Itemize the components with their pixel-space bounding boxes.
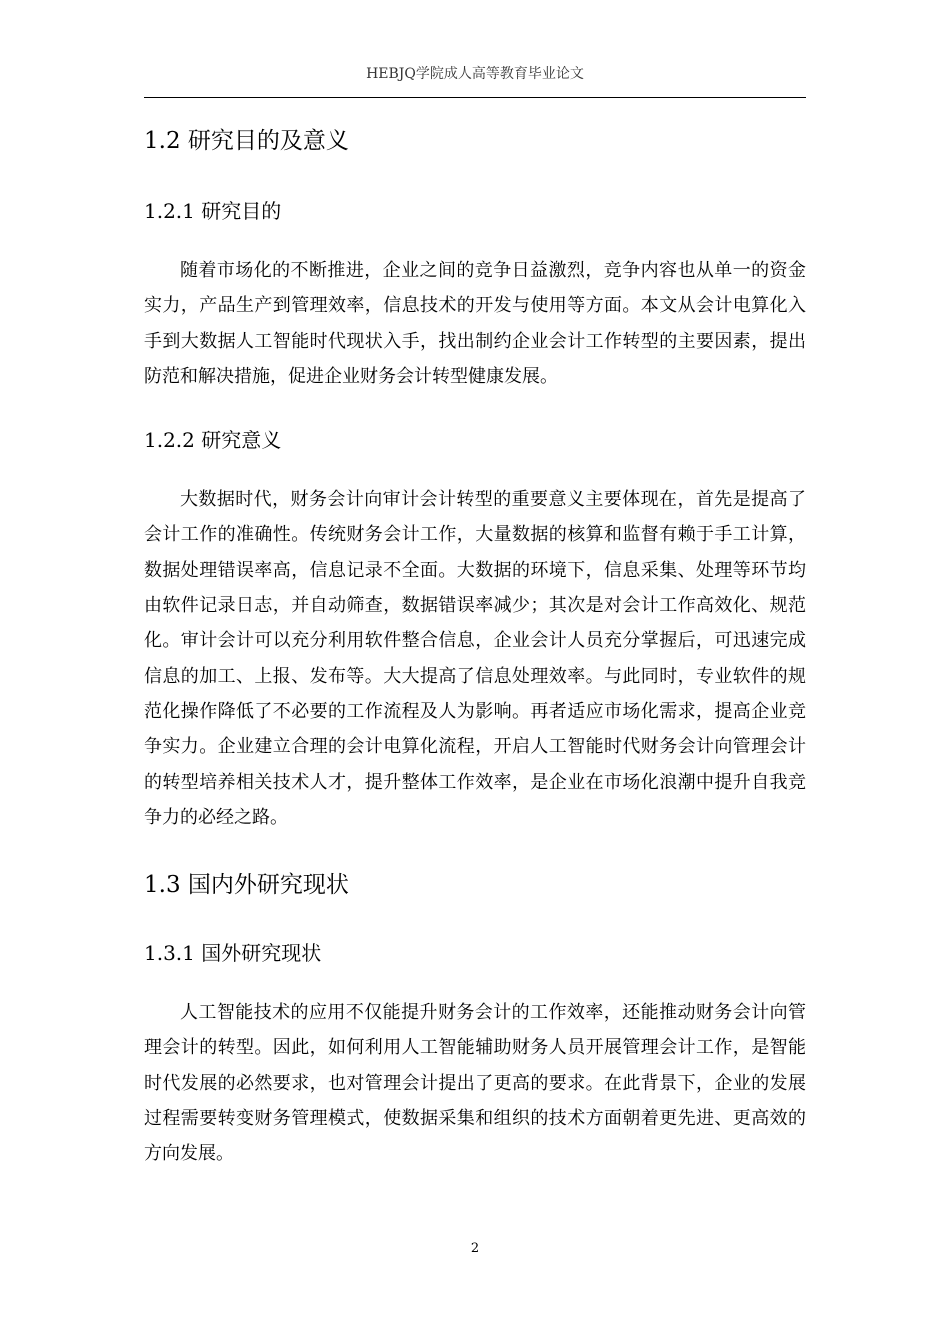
paragraph-foreign-research: 人工智能技术的应用不仅能提升财务会计的工作效率，还能推动财务会计向管理会计的转型。因此，如何利用人工智能辅助财务人员开展管理会计工作，是智能时代发展的必然要求，也对管理会计提出了更高的要求。在此背景下，企业的发展过程需要转变财务管理模式，使数据采集和组织的技术方面朝着更先进、更高效的方向发展。 [144,1002,806,1165]
running-header: HEBJQ学院成人高等教育毕业论文 [366,66,584,82]
subsection-heading-1-3-1: 1.3.1 国外研究现状 [144,941,322,966]
section-heading-1-2: 1.2 研究目的及意义 [144,128,349,154]
section-heading-1-3: 1.3 国内外研究现状 [144,872,349,899]
paragraph-research-purpose: 随着市场化的不断推进，企业之间的竞争日益激烈，竞争内容也从单一的资金实力，产品生产到管理效率，信息技术的开发与使用等方面。本文从会计电算化入手到大数据人工智能时代现状入手，找出制约企业会计工作转型的主要因素，提出防范和解决措施，促进企业财务会计转型健康发展。 [144,260,806,387]
header-rule [144,97,806,98]
page-content [144,120,806,1172]
page-number: 2 [470,1241,480,1256]
subsection-heading-1-2-1: 1.2.1 研究目的 [144,199,282,223]
subsection-heading-1-2-2: 1.2.2 研究意义 [144,428,282,453]
paragraph-research-significance: 大数据时代，财务会计向审计会计转型的重要意义主要体现在，首先是提高了会计工作的准确性。传统财务会计工作，大量数据的核算和监督有赖于手工计算，数据处理错误率高，信息记录不全面。大数据的环境下，信息采集、处理等环节均由软件记录日志，并自动筛查，数据错误率减少；其次是对会计工作高效化、规范化。审计会计可以充分利用软件整合信息，企业会计人员充分掌握后，可迅速完成信息的加工、上报、发布等。大大提高了信息处理效率。与此同时，专业软件的规范化操作降低了不必要的工作流程及人为影响。再者适应市场化需求，提高企业竞争实力。企业建立合理的会计电算化流程，开启人工智能时代财务会计向管理会计的转型培养相关技术人才，提升整体工作效率，是企业在市场化浪潮中提升自我竞争力的必经之路。 [144,489,806,828]
